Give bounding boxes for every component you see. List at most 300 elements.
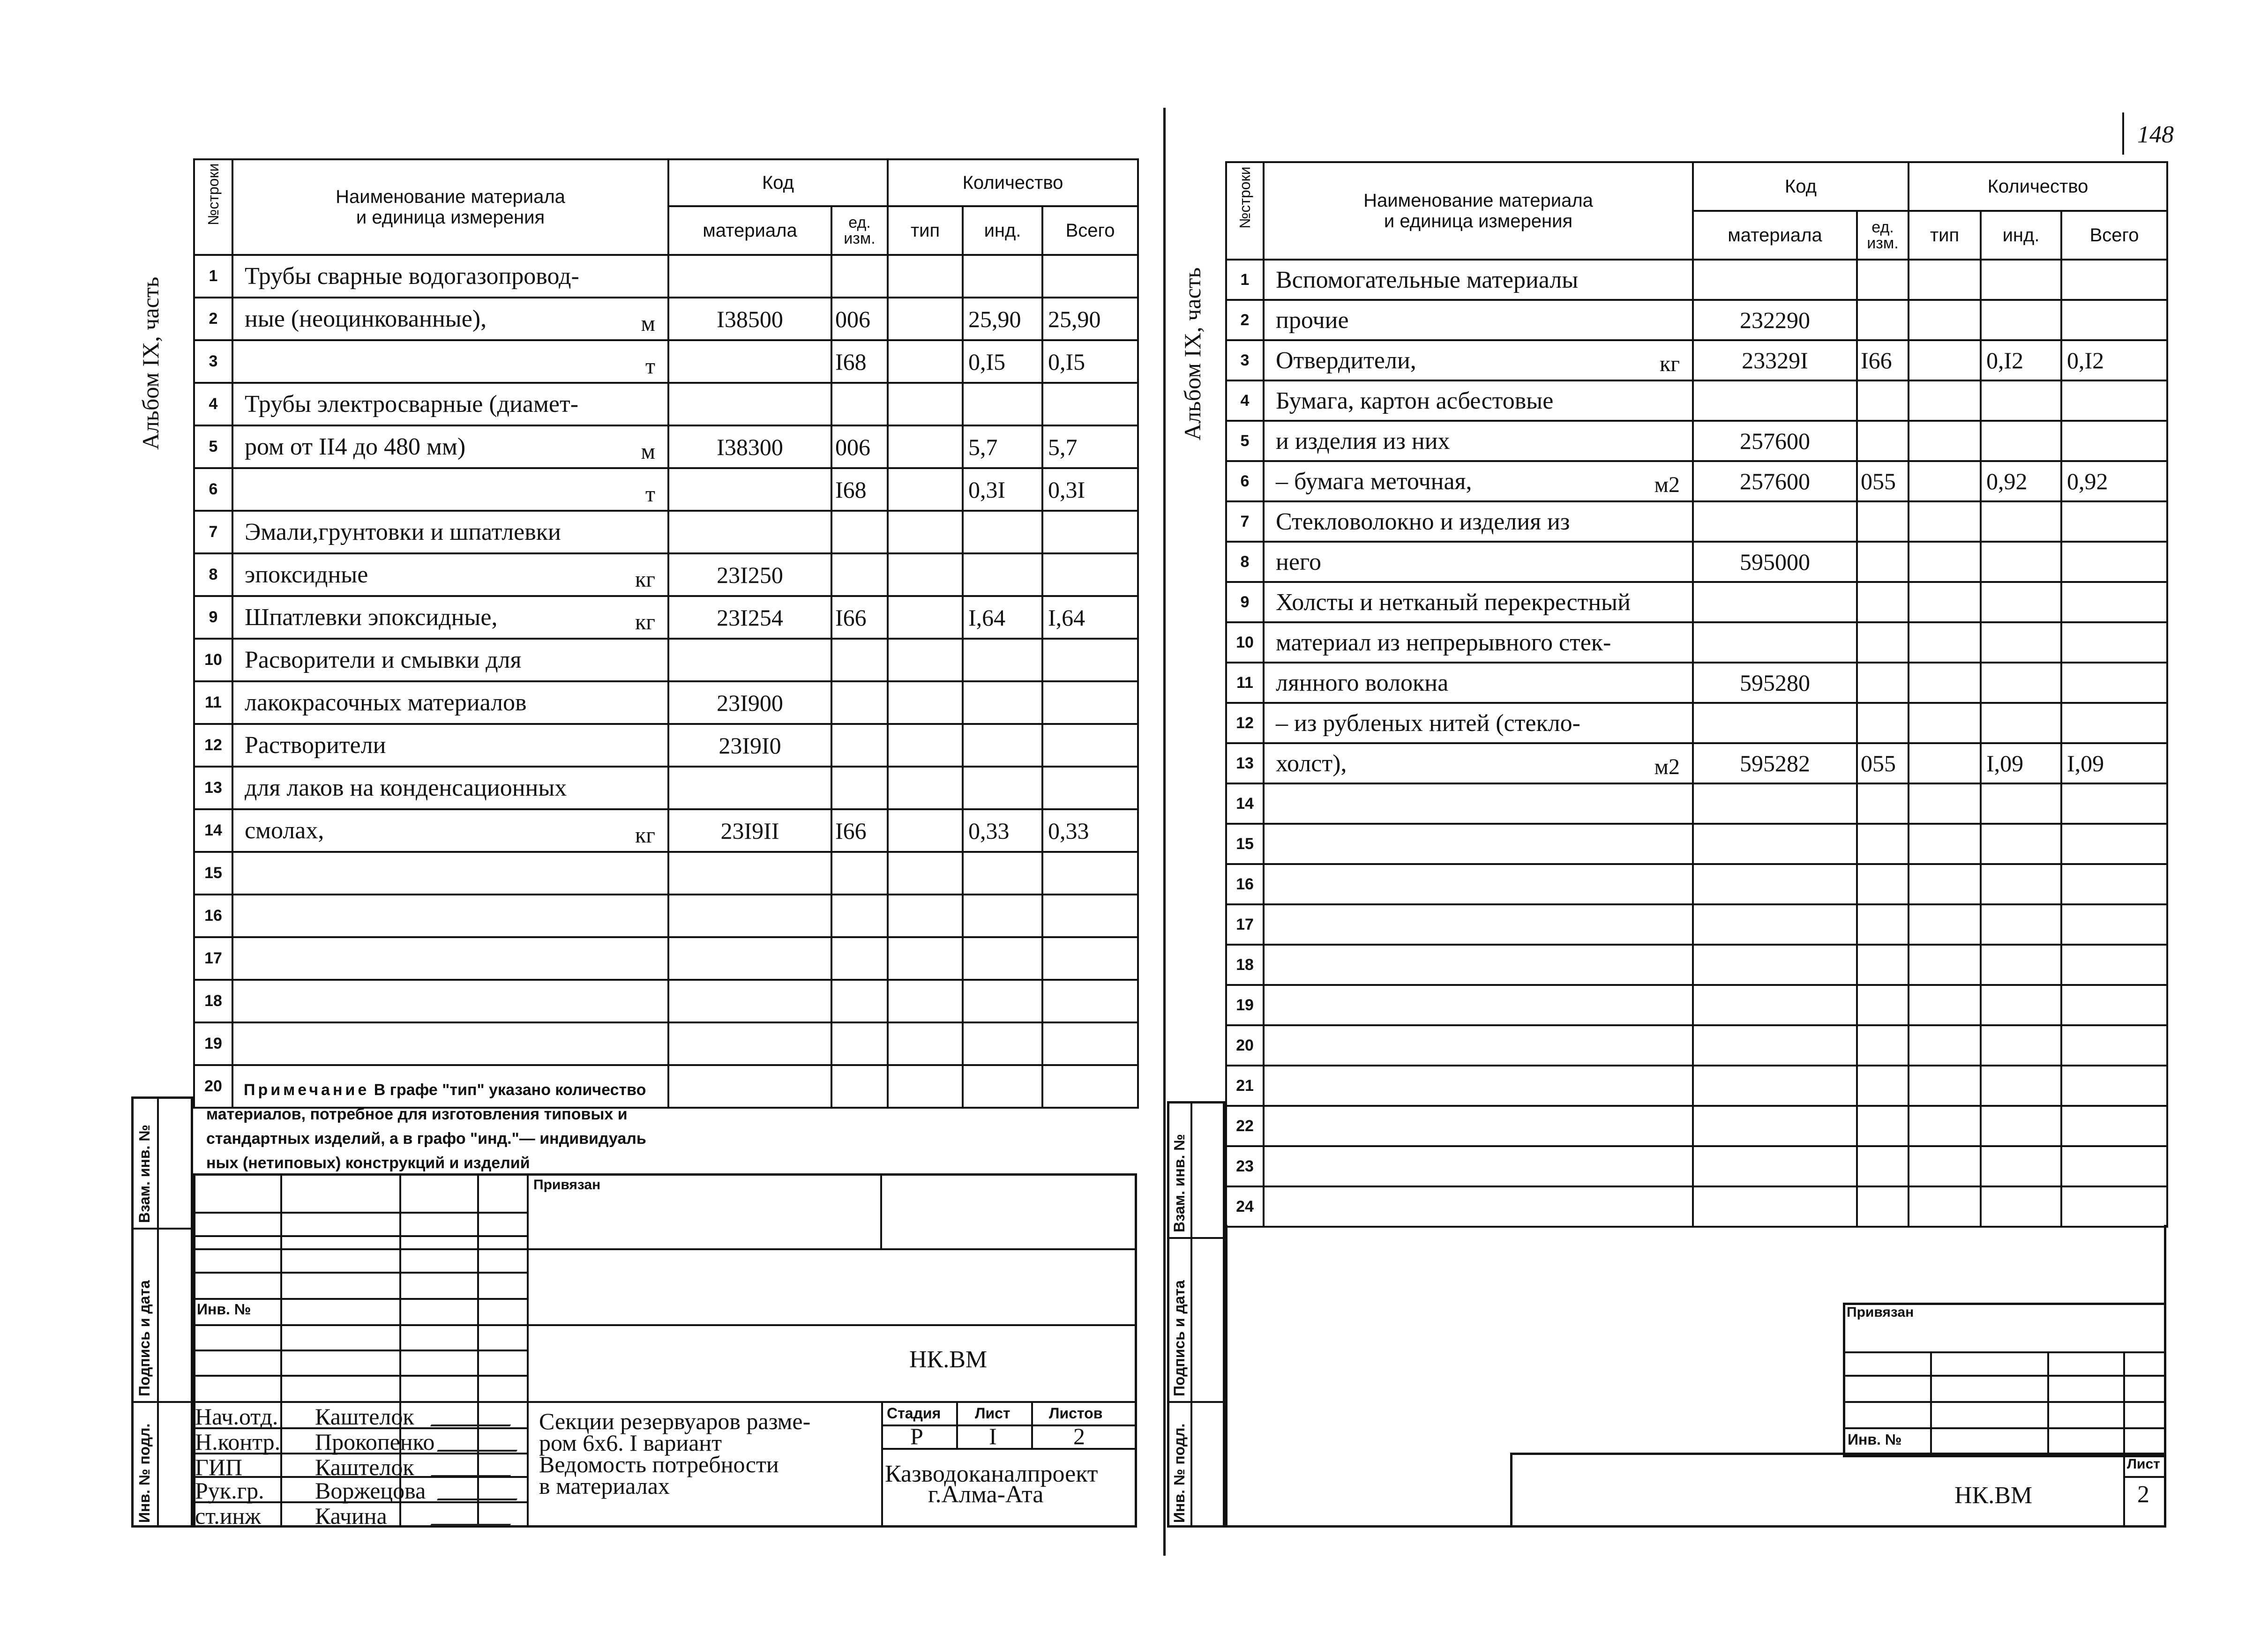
material-code: 23I254 bbox=[668, 596, 831, 639]
qty-total bbox=[1042, 852, 1138, 895]
title-col-1 bbox=[881, 1401, 883, 1528]
right-margin-title: Альбом IX, часть bbox=[1179, 267, 1205, 440]
row-number: 4 bbox=[194, 383, 232, 425]
material-code bbox=[668, 639, 831, 681]
qty-type bbox=[1909, 703, 1981, 743]
row-number: 19 bbox=[194, 1022, 232, 1065]
qty-type bbox=[1909, 864, 1981, 904]
right-side-vzam: Взам. инв. № bbox=[1171, 1134, 1188, 1232]
qty-ind bbox=[963, 681, 1042, 724]
unit-code bbox=[831, 1022, 888, 1065]
unit-code bbox=[1857, 1025, 1909, 1066]
qty-type bbox=[1909, 421, 1981, 461]
handwritten-signature bbox=[430, 1506, 521, 1526]
stamp-row-4 bbox=[193, 1272, 527, 1274]
row-number: 1 bbox=[194, 255, 232, 298]
material-name: него bbox=[1264, 542, 1693, 582]
qty-total bbox=[1042, 255, 1138, 298]
signature-role: Рук.гр. bbox=[195, 1477, 264, 1504]
table-row bbox=[194, 340, 1138, 383]
material-name bbox=[1264, 1106, 1693, 1146]
stamp-row-7 bbox=[193, 1350, 527, 1351]
header-qty-total: Всего bbox=[1042, 206, 1138, 255]
table-row bbox=[1226, 663, 2167, 703]
material-name: и изделия из них bbox=[1264, 421, 1693, 461]
qty-type bbox=[888, 724, 963, 767]
unit-code bbox=[1857, 582, 1909, 622]
qty-type bbox=[888, 937, 963, 980]
unit-code bbox=[1857, 501, 1909, 542]
table-row bbox=[1226, 340, 2167, 380]
qty-type bbox=[888, 639, 963, 681]
row-number: 13 bbox=[1226, 743, 1264, 783]
handwritten-signature bbox=[437, 1481, 528, 1500]
row-number: 3 bbox=[1226, 340, 1264, 380]
unit-code bbox=[1857, 824, 1909, 864]
unit-label: т bbox=[645, 482, 655, 507]
material-code: 23I9I0 bbox=[668, 724, 831, 767]
qty-type bbox=[1909, 904, 1981, 945]
qty-type bbox=[888, 1065, 963, 1108]
material-code bbox=[668, 511, 831, 553]
right-sheet-value: 2 bbox=[2137, 1481, 2149, 1508]
table-row bbox=[1226, 864, 2167, 904]
row-number: 19 bbox=[1226, 985, 1264, 1025]
qty-ind: 5,7 bbox=[963, 425, 1042, 468]
qty-total: I,09 bbox=[2061, 743, 2167, 783]
material-code bbox=[668, 468, 831, 511]
qty-type bbox=[1909, 380, 1981, 421]
table-row bbox=[194, 596, 1138, 639]
row-number: 13 bbox=[194, 767, 232, 809]
right-side-stamp-line bbox=[1190, 1101, 1192, 1528]
material-code bbox=[1693, 1186, 1857, 1227]
qty-total bbox=[1042, 1022, 1138, 1065]
qty-ind bbox=[1981, 1106, 2061, 1146]
signature-name: Каштелок bbox=[315, 1454, 414, 1480]
rp-row-3 bbox=[1843, 1401, 2166, 1403]
row-number: 5 bbox=[194, 425, 232, 468]
table-row bbox=[194, 553, 1138, 596]
stamp-row-3 bbox=[193, 1248, 1137, 1250]
row-number: 6 bbox=[1226, 461, 1264, 501]
unit-code bbox=[1857, 542, 1909, 582]
qty-total bbox=[2061, 985, 2167, 1025]
table-row bbox=[194, 639, 1138, 681]
table-row bbox=[194, 681, 1138, 724]
row-number: 8 bbox=[194, 553, 232, 596]
material-name bbox=[232, 852, 668, 895]
unit-code bbox=[831, 937, 888, 980]
qty-ind bbox=[963, 553, 1042, 596]
header-name: Наименование материала и единица измерения bbox=[1264, 162, 1693, 260]
qty-ind bbox=[963, 852, 1042, 895]
header-code-unit: ед. изм. bbox=[831, 206, 888, 255]
qty-ind bbox=[1981, 1066, 2061, 1106]
stage-value: Р bbox=[910, 1423, 923, 1449]
table-row bbox=[1226, 945, 2167, 985]
qty-total: 25,90 bbox=[1042, 298, 1138, 340]
material-name bbox=[232, 937, 668, 980]
table-row bbox=[194, 383, 1138, 425]
table-row bbox=[194, 980, 1138, 1022]
unit-code bbox=[831, 639, 888, 681]
stamp-row-6 bbox=[193, 1324, 1137, 1326]
material-code bbox=[668, 852, 831, 895]
row-number: 16 bbox=[1226, 864, 1264, 904]
material-name bbox=[232, 1022, 668, 1065]
table-row bbox=[194, 937, 1138, 980]
unit-code bbox=[831, 767, 888, 809]
row-number: 9 bbox=[1226, 582, 1264, 622]
table-row bbox=[1226, 300, 2167, 340]
stamp-col-4 bbox=[527, 1173, 529, 1528]
qty-type bbox=[1909, 622, 1981, 663]
qty-ind bbox=[1981, 501, 2061, 542]
row-number: 17 bbox=[1226, 904, 1264, 945]
material-name: Трубы сварные водогазопровод- bbox=[232, 255, 668, 298]
left-materials-table bbox=[193, 158, 1139, 1109]
unit-code bbox=[831, 895, 888, 937]
right-title-box bbox=[1510, 1453, 2166, 1528]
qty-ind bbox=[1981, 260, 2061, 300]
qty-ind bbox=[1981, 1146, 2061, 1186]
material-name: ром от II4 до 480 мм) м bbox=[232, 425, 668, 468]
unit-code bbox=[831, 681, 888, 724]
qty-total bbox=[1042, 724, 1138, 767]
qty-ind bbox=[963, 511, 1042, 553]
material-name: Вспомогательные материалы bbox=[1264, 260, 1693, 300]
rp-col-1 bbox=[1930, 1351, 1932, 1457]
unit-code: 006 bbox=[831, 425, 888, 468]
unit-code: I66 bbox=[831, 809, 888, 852]
left-note: Примечание В графе "тип" указано количество материалов, потребное для изготовления типовых и стандартных изделий, а в графо "инд."— индивидуаль ных (нетиповых) конструкций и изделий bbox=[206, 1081, 646, 1172]
qty-ind bbox=[963, 895, 1042, 937]
sheets-value: 2 bbox=[1073, 1423, 1085, 1449]
qty-total bbox=[1042, 681, 1138, 724]
material-code bbox=[1693, 1106, 1857, 1146]
signature-name: Качина bbox=[315, 1503, 387, 1529]
qty-type bbox=[888, 255, 963, 298]
qty-total bbox=[2061, 542, 2167, 582]
unit-code bbox=[1857, 1066, 1909, 1106]
qty-total: 5,7 bbox=[1042, 425, 1138, 468]
qty-type bbox=[1909, 260, 1981, 300]
material-name: лакокрасочных материалов bbox=[232, 681, 668, 724]
table-row bbox=[1226, 501, 2167, 542]
qty-type bbox=[1909, 582, 1981, 622]
qty-type bbox=[888, 425, 963, 468]
handwritten-signature bbox=[430, 1407, 521, 1426]
row-number: 20 bbox=[194, 1065, 232, 1108]
material-name: Стекловолокно и изделия из bbox=[1264, 501, 1693, 542]
material-name: прочие bbox=[1264, 300, 1693, 340]
unit-code: I66 bbox=[1857, 340, 1909, 380]
table-row bbox=[194, 1022, 1138, 1065]
rp-col-3 bbox=[2123, 1351, 2125, 1457]
qty-total bbox=[2061, 783, 2167, 824]
qty-total: 0,33 bbox=[1042, 809, 1138, 852]
qty-total bbox=[2061, 945, 2167, 985]
material-name bbox=[1264, 985, 1693, 1025]
right-materials-table bbox=[1225, 161, 2168, 1228]
unit-code bbox=[1857, 945, 1909, 985]
qty-type bbox=[888, 980, 963, 1022]
qty-ind bbox=[1981, 1186, 2061, 1227]
right-inv-no: Инв. № bbox=[1848, 1431, 1902, 1448]
material-code: I38300 bbox=[668, 425, 831, 468]
qty-ind bbox=[963, 1065, 1042, 1108]
row-number: 21 bbox=[1226, 1066, 1264, 1106]
unit-code bbox=[1857, 783, 1909, 824]
row-number: 1 bbox=[1226, 260, 1264, 300]
header-code-unit: ед. изм. bbox=[1857, 211, 1909, 260]
table-row bbox=[194, 298, 1138, 340]
page-number: 148 bbox=[2137, 121, 2174, 148]
table-row bbox=[1226, 582, 2167, 622]
qty-type bbox=[1909, 1066, 1981, 1106]
qty-total bbox=[2061, 260, 2167, 300]
material-name: лянного волокна bbox=[1264, 663, 1693, 703]
row-number: 2 bbox=[1226, 300, 1264, 340]
row-number: 16 bbox=[194, 895, 232, 937]
material-code bbox=[668, 255, 831, 298]
left-side-inv-podl: Инв. № подл. bbox=[136, 1423, 153, 1523]
stamp-col-5 bbox=[880, 1173, 882, 1248]
qty-ind bbox=[1981, 1025, 2061, 1066]
material-code: 257600 bbox=[1693, 421, 1857, 461]
rp-row-4 bbox=[1843, 1427, 2166, 1429]
table-row bbox=[194, 511, 1138, 553]
material-name: Холсты и нетканый перекрестный bbox=[1264, 582, 1693, 622]
qty-ind bbox=[1981, 783, 2061, 824]
header-code-material: материала bbox=[668, 206, 831, 255]
qty-ind bbox=[1981, 300, 2061, 340]
qty-type bbox=[888, 895, 963, 937]
material-name bbox=[232, 468, 668, 511]
material-code: 257600 bbox=[1693, 461, 1857, 501]
rp-row-1 bbox=[1843, 1351, 2166, 1353]
qty-total bbox=[2061, 864, 2167, 904]
material-code bbox=[1693, 1025, 1857, 1066]
table-row bbox=[1226, 622, 2167, 663]
row-number: 18 bbox=[194, 980, 232, 1022]
qty-total bbox=[1042, 383, 1138, 425]
unit-code: 055 bbox=[1857, 743, 1909, 783]
sig-row-1 bbox=[193, 1427, 527, 1429]
row-number: 7 bbox=[1226, 501, 1264, 542]
row-number: 3 bbox=[194, 340, 232, 383]
unit-code bbox=[1857, 1146, 1909, 1186]
unit-label: кг bbox=[1659, 351, 1680, 376]
header-code: Код bbox=[668, 159, 888, 206]
qty-type bbox=[1909, 663, 1981, 703]
table-row bbox=[1226, 904, 2167, 945]
header-qty-type: тип bbox=[1909, 211, 1981, 260]
qty-ind bbox=[1981, 663, 2061, 703]
row-number: 22 bbox=[1226, 1106, 1264, 1146]
qty-total bbox=[2061, 421, 2167, 461]
material-name: смолах, кг bbox=[232, 809, 668, 852]
qty-total bbox=[1042, 1065, 1138, 1108]
row-number: 4 bbox=[1226, 380, 1264, 421]
material-name bbox=[232, 980, 668, 1022]
qty-type bbox=[1909, 300, 1981, 340]
qty-total bbox=[2061, 663, 2167, 703]
header-qty-type: тип bbox=[888, 206, 963, 255]
right-side-podpis: Подпись и дата bbox=[1171, 1280, 1188, 1396]
material-name: – бумага меточная, м2 bbox=[1264, 461, 1693, 501]
unit-code bbox=[831, 511, 888, 553]
qty-ind bbox=[963, 724, 1042, 767]
qty-ind bbox=[963, 1022, 1042, 1065]
qty-total bbox=[2061, 582, 2167, 622]
material-name: Расворители и смывки для bbox=[232, 639, 668, 681]
table-row bbox=[1226, 1106, 2167, 1146]
material-name: холст), м2 bbox=[1264, 743, 1693, 783]
unit-label: м2 bbox=[1654, 754, 1680, 779]
signature-role: Н.контр. bbox=[195, 1429, 281, 1455]
qty-ind: 0,92 bbox=[1981, 461, 2061, 501]
table-row bbox=[1226, 703, 2167, 743]
signature-name: Прокопенко bbox=[315, 1429, 435, 1455]
left-side-stamp-line bbox=[157, 1096, 159, 1528]
table-row bbox=[1226, 783, 2167, 824]
handwritten-signature bbox=[430, 1457, 521, 1477]
qty-total bbox=[1042, 511, 1138, 553]
material-code: 23I250 bbox=[668, 553, 831, 596]
unit-code bbox=[831, 852, 888, 895]
qty-total bbox=[1042, 639, 1138, 681]
qty-type bbox=[1909, 501, 1981, 542]
row-number: 23 bbox=[1226, 1146, 1264, 1186]
qty-total bbox=[2061, 1146, 2167, 1186]
material-name: эпоксидные кг bbox=[232, 553, 668, 596]
table-row bbox=[194, 255, 1138, 298]
material-code bbox=[668, 895, 831, 937]
row-number: 10 bbox=[1226, 622, 1264, 663]
material-code bbox=[1693, 260, 1857, 300]
qty-ind bbox=[1981, 542, 2061, 582]
qty-total bbox=[2061, 1025, 2167, 1066]
right-side-inv-podl: Инв. № подл. bbox=[1171, 1423, 1188, 1523]
right-title-col bbox=[2123, 1453, 2125, 1528]
qty-ind bbox=[1981, 945, 2061, 985]
right-doc-code: НК.ВМ bbox=[1954, 1482, 2033, 1509]
row-number: 18 bbox=[1226, 945, 1264, 985]
qty-ind bbox=[1981, 380, 2061, 421]
qty-ind bbox=[1981, 703, 2061, 743]
unit-code: 006 bbox=[831, 298, 888, 340]
table-row bbox=[1226, 1186, 2167, 1227]
qty-ind bbox=[963, 767, 1042, 809]
qty-total bbox=[1042, 937, 1138, 980]
material-name: для лаков на конденсационных bbox=[232, 767, 668, 809]
title-description: Секции резервуаров разме- ром 6х6. I вариант Ведомость потребности в материалах bbox=[539, 1408, 811, 1499]
unit-label: т bbox=[645, 354, 655, 379]
material-name bbox=[1264, 1186, 1693, 1227]
qty-ind: 0,I2 bbox=[1981, 340, 2061, 380]
material-name bbox=[232, 895, 668, 937]
row-number: 8 bbox=[1226, 542, 1264, 582]
material-name: Эмали,грунтовки и шпатлевки bbox=[232, 511, 668, 553]
material-name: Бумага, картон асбестовые bbox=[1264, 380, 1693, 421]
qty-type bbox=[1909, 340, 1981, 380]
material-code bbox=[668, 767, 831, 809]
qty-total: 0,3I bbox=[1042, 468, 1138, 511]
qty-ind: 0,I5 bbox=[963, 340, 1042, 383]
right-privyazan: Привязан bbox=[1847, 1305, 1914, 1320]
row-number: 12 bbox=[194, 724, 232, 767]
table-row bbox=[194, 425, 1138, 468]
qty-ind bbox=[1981, 622, 2061, 663]
material-name: Трубы электросварные (диамет- bbox=[232, 383, 668, 425]
qty-type bbox=[888, 852, 963, 895]
material-code bbox=[668, 383, 831, 425]
unit-code: I68 bbox=[831, 340, 888, 383]
qty-ind bbox=[1981, 824, 2061, 864]
stamp-row-5 bbox=[193, 1298, 527, 1300]
qty-total bbox=[2061, 1186, 2167, 1227]
stamp-row-2 bbox=[193, 1235, 527, 1237]
row-number: 14 bbox=[194, 809, 232, 852]
header-quantity: Количество bbox=[1909, 162, 2167, 211]
material-name: ные (неоцинкованные), м bbox=[232, 298, 668, 340]
qty-ind bbox=[1981, 864, 2061, 904]
signature-name: Каштелок bbox=[315, 1403, 414, 1430]
unit-label: м bbox=[641, 311, 655, 336]
material-code: 23I9II bbox=[668, 809, 831, 852]
material-code: 595282 bbox=[1693, 743, 1857, 783]
row-number: 9 bbox=[194, 596, 232, 639]
qty-ind: I,09 bbox=[1981, 743, 2061, 783]
qty-ind bbox=[963, 639, 1042, 681]
material-code bbox=[1693, 783, 1857, 824]
right-sheet-label: Лист bbox=[2127, 1456, 2160, 1472]
unit-code bbox=[1857, 260, 1909, 300]
table-row bbox=[1226, 542, 2167, 582]
sheet-divider bbox=[1163, 108, 1166, 1556]
sheet-label: Лист bbox=[975, 1405, 1010, 1422]
qty-type bbox=[1909, 985, 1981, 1025]
table-row bbox=[194, 767, 1138, 809]
unit-code bbox=[1857, 380, 1909, 421]
qty-total bbox=[1042, 553, 1138, 596]
qty-type bbox=[888, 767, 963, 809]
table-row bbox=[194, 809, 1138, 852]
material-code: 23329I bbox=[1693, 340, 1857, 380]
left-side-podpis: Подпись и дата bbox=[136, 1280, 153, 1396]
left-doc-code: НК.ВМ bbox=[909, 1346, 988, 1373]
left-side-div-2 bbox=[131, 1401, 193, 1403]
unit-code bbox=[1857, 904, 1909, 945]
left-side-div-1 bbox=[131, 1228, 193, 1230]
qty-total bbox=[2061, 622, 2167, 663]
sig-row-2 bbox=[193, 1453, 527, 1454]
material-code: 595000 bbox=[1693, 542, 1857, 582]
qty-total bbox=[1042, 980, 1138, 1022]
material-name: Шпатлевки эпоксидные, кг bbox=[232, 596, 668, 639]
signature-role: Нач.отд. bbox=[195, 1403, 278, 1430]
row-number: 15 bbox=[1226, 824, 1264, 864]
table-row bbox=[1226, 380, 2167, 421]
material-name: – из рубленых нитей (стекло- bbox=[1264, 703, 1693, 743]
qty-type bbox=[888, 468, 963, 511]
stage-label: Стадия bbox=[887, 1405, 941, 1422]
unit-code bbox=[1857, 703, 1909, 743]
material-code bbox=[1693, 622, 1857, 663]
table-row bbox=[1226, 1146, 2167, 1186]
